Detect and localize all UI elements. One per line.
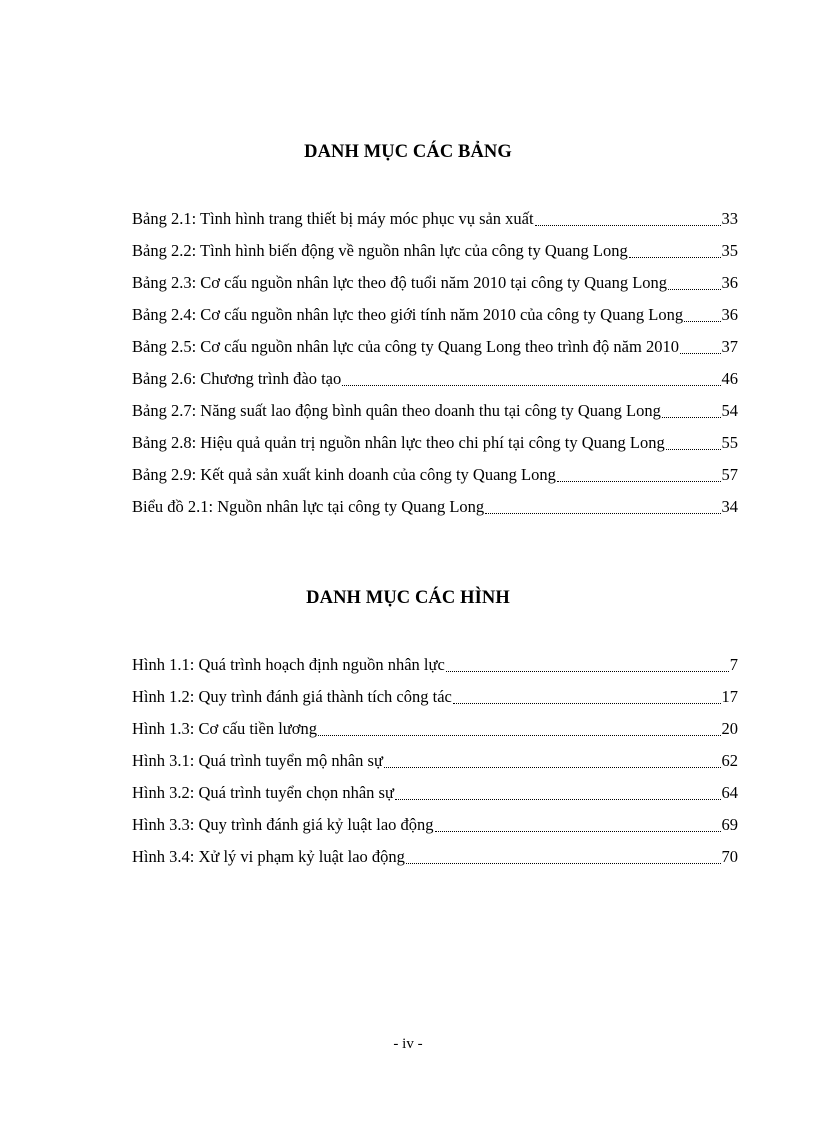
toc-entry <box>132 745 738 777</box>
toc-page: 36 <box>721 305 738 324</box>
dot-leader <box>557 481 721 482</box>
figures-list <box>132 649 738 873</box>
toc-entry <box>132 681 738 713</box>
toc-page: 55 <box>721 433 738 452</box>
toc-label: Hình 1.1: Quá trình hoạch định nguồn nhân lực <box>132 655 445 674</box>
toc-entry <box>132 459 738 491</box>
tables-list <box>132 203 738 523</box>
toc-entry <box>132 363 738 395</box>
toc-entry <box>132 395 738 427</box>
toc-entry <box>132 491 738 523</box>
toc-page: 64 <box>721 783 738 802</box>
dot-leader <box>629 257 721 258</box>
toc-entry <box>132 203 738 235</box>
dot-leader <box>318 735 721 736</box>
dot-leader <box>406 863 721 864</box>
toc-page: 70 <box>721 847 738 866</box>
toc-label: Hình 3.3: Quy trình đánh giá kỷ luật lao động <box>132 815 434 834</box>
toc-label: Bảng 2.3: Cơ cấu nguồn nhân lực theo độ tuổi năm 2010 tại công ty Quang Long <box>132 273 668 292</box>
toc-label: Hình 3.2: Quá trình tuyển chọn nhân sự <box>132 783 394 802</box>
toc-label: Bảng 2.8: Hiệu quả quản trị nguồn nhân lực theo chi phí tại công ty Quang Long <box>132 433 665 452</box>
toc-page: 46 <box>721 369 738 388</box>
toc-entry <box>132 299 738 331</box>
toc-page: 62 <box>721 751 738 770</box>
dot-leader <box>342 385 720 386</box>
toc-label: Bảng 2.1: Tình hình trang thiết bị máy móc phục vụ sản xuất <box>132 209 534 228</box>
toc-page: 7 <box>729 655 738 674</box>
toc-page: 34 <box>721 497 738 516</box>
dot-leader <box>535 225 721 226</box>
toc-label: Bảng 2.5: Cơ cấu nguồn nhân lực của công ty Quang Long theo trình độ năm 2010 <box>132 337 679 356</box>
dot-leader <box>453 703 721 704</box>
toc-page: 69 <box>721 815 738 834</box>
dot-leader <box>446 671 729 672</box>
dot-leader <box>384 767 721 768</box>
toc-entry <box>132 267 738 299</box>
page-number: - iv - <box>393 1036 423 1052</box>
toc-label: Biểu đồ 2.1: Nguồn nhân lực tại công ty Quang Long <box>132 497 485 516</box>
figures-heading: DANH MỤC CÁC HÌNH <box>306 588 510 608</box>
toc-page: 20 <box>721 719 738 738</box>
dot-leader <box>395 799 721 800</box>
toc-label: Bảng 2.2: Tình hình biến động về nguồn nhân lực của công ty Quang Long <box>132 241 628 260</box>
toc-label: Bảng 2.9: Kết quả sản xuất kinh doanh của công ty Quang Long <box>132 465 556 484</box>
toc-label: Bảng 2.7: Năng suất lao động bình quân theo doanh thu tại công ty Quang Long <box>132 401 661 420</box>
toc-entry <box>132 841 738 873</box>
toc-label: Bảng 2.6: Chương trình đào tạo <box>132 369 342 388</box>
toc-entry <box>132 427 738 459</box>
toc-entry <box>132 649 738 681</box>
dot-leader <box>435 831 721 832</box>
toc-page: 36 <box>721 273 738 292</box>
toc-entry <box>132 809 738 841</box>
toc-page: 33 <box>721 209 738 228</box>
dot-leader <box>680 353 721 354</box>
dot-leader <box>662 417 721 418</box>
tables-heading: DANH MỤC CÁC BẢNG <box>304 142 512 162</box>
toc-entry <box>132 235 738 267</box>
toc-entry <box>132 777 738 809</box>
dot-leader <box>684 321 720 322</box>
toc-page: 35 <box>721 241 738 260</box>
toc-label: Bảng 2.4: Cơ cấu nguồn nhân lực theo giới tính năm 2010 của công ty Quang Long <box>132 305 684 324</box>
toc-label: Hình 3.1: Quá trình tuyển mộ nhân sự <box>132 751 383 770</box>
toc-entry <box>132 331 738 363</box>
toc-page: 17 <box>721 687 738 706</box>
dot-leader <box>666 449 721 450</box>
dot-leader <box>668 289 720 290</box>
toc-label: Hình 1.3: Cơ cấu tiền lương <box>132 719 317 738</box>
dot-leader <box>485 513 720 514</box>
toc-entry <box>132 713 738 745</box>
toc-label: Hình 1.2: Quy trình đánh giá thành tích công tác <box>132 687 452 706</box>
toc-label: Hình 3.4: Xử lý vi phạm kỷ luật lao động <box>132 847 405 866</box>
toc-page: 57 <box>721 465 738 484</box>
toc-page: 37 <box>721 337 738 356</box>
toc-page: 54 <box>721 401 738 420</box>
